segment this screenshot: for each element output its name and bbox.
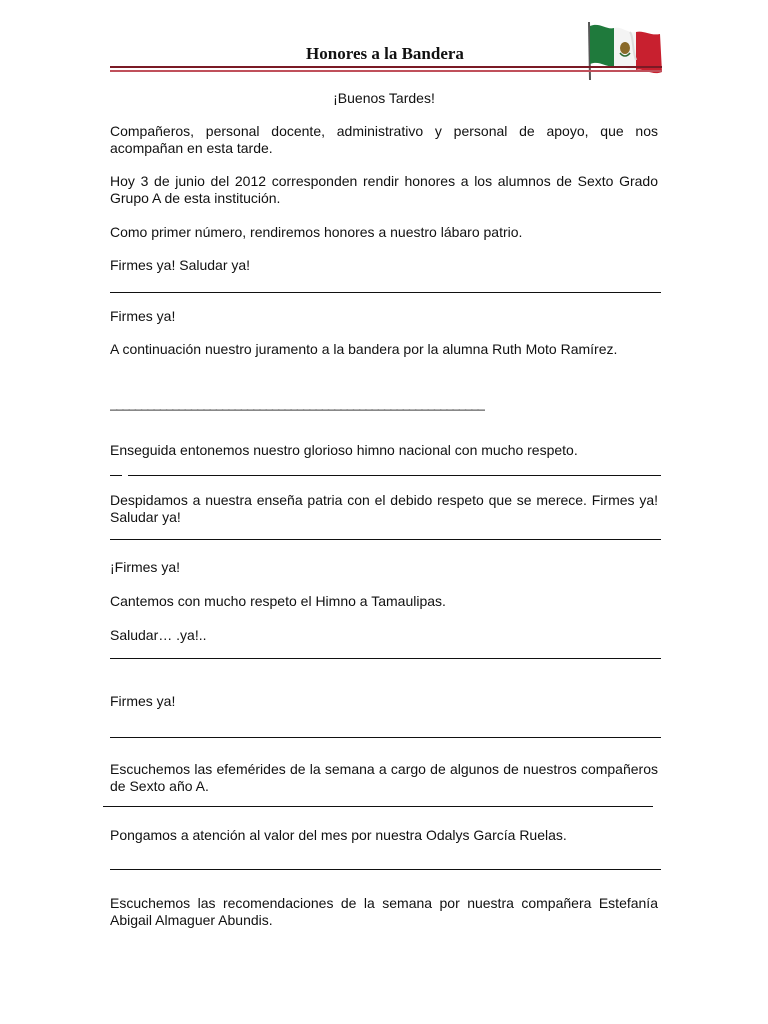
command-firmes: Firmes ya! (110, 308, 176, 324)
divider-line (128, 475, 661, 476)
paragraph-himno-nacional: Enseguida entonemos nuestro glorioso himno nacional con mucho respeto. (110, 442, 578, 458)
command-firmes-3: Firmes ya! (110, 693, 176, 709)
command-firmes-2: ¡Firmes ya! (110, 559, 180, 575)
command-saludar: Saludar… .ya!.. (110, 627, 207, 643)
paragraph-date: Hoy 3 de junio del 2012 corresponden rendir honores a los alumnos de Sexto Grado Grupo A de esta institución. (110, 173, 658, 206)
divider-line (110, 869, 661, 870)
command-firmes-saludar: Firmes ya! Saludar ya! (110, 257, 251, 273)
divider-line (103, 806, 653, 807)
header-rule-light (110, 70, 662, 72)
page-title: Honores a la Bandera (306, 44, 464, 63)
paragraph-valor-del-mes: Pongamos a atención al valor del mes por nuestra Odalys García Ruelas. (110, 827, 567, 843)
greeting: ¡Buenos Tardes! (333, 90, 435, 106)
divider-line (110, 475, 122, 476)
paragraph-juramento: A continuación nuestro juramento a la bandera por la alumna Ruth Moto Ramírez. (110, 341, 618, 357)
divider-line (110, 292, 661, 293)
header-rule-dark (110, 66, 662, 68)
paragraph-efemerides: Escuchemos las efemérides de la semana a cargo de algunos de nuestros compañeros de Sexto año A. (110, 761, 658, 794)
divider-line (110, 539, 661, 540)
paragraph-first-number: Como primer número, rendiremos honores a nuestro lábaro patrio. (110, 224, 523, 240)
paragraph-despidamos: Despidamos a nuestra enseña patria con el debido respeto que se merece. Firmes ya! Saludar ya! (110, 492, 658, 525)
mexican-flag-icon (584, 20, 664, 82)
paragraph-welcome: Compañeros, personal docente, administrativo y personal de apoyo, que nos acompañan en esta tarde. (110, 123, 658, 156)
paragraph-recomendaciones: Escuchemos las recomendaciones de la semana por nuestra compañera Estefanía Abigail Almaguer Abundis. (110, 895, 658, 928)
divider-line (110, 737, 661, 738)
divider-line (110, 658, 661, 659)
paragraph-himno-tamaulipas: Cantemos con mucho respeto el Himno a Tamaulipas. (110, 593, 446, 609)
underscore-line: ____________________________________________________________ (110, 397, 484, 411)
